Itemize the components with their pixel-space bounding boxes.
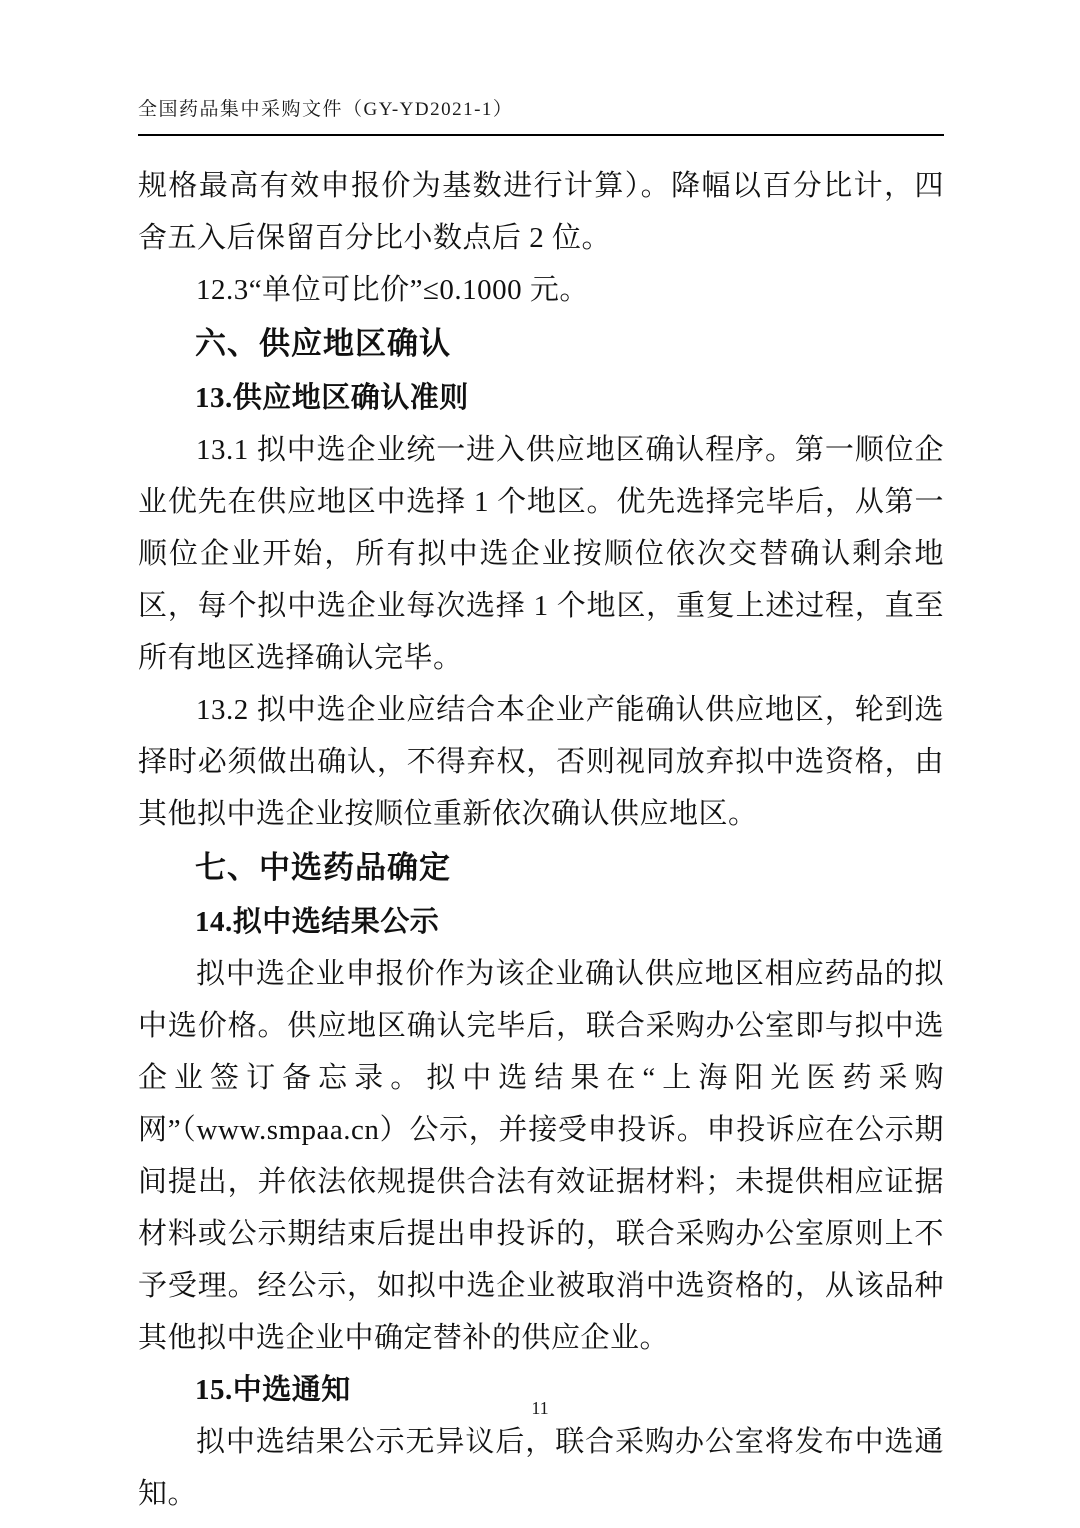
header-rule (138, 134, 944, 136)
page-footer (0, 1398, 1080, 1419)
subsection-heading-13: 13.供应地区确认准则 (195, 382, 469, 414)
paragraph-clause-15: 拟中选结果公示无异议后，联合采购办公室将发布中选通知。 (138, 1426, 944, 1510)
section-heading-6: 六、供应地区确认 (195, 326, 451, 361)
document-content (138, 160, 944, 1520)
paragraph-clause-13-1: 13.1 拟中选企业统一进入供应地区确认程序。第一顺位企业优先在供应地区中选择 1 个地区。优先选择完毕后，从第一顺位企业开始，所有拟中选企业按顺位依次交替确认剩余地区，每个拟中选企业每次选择 1 个地区，重复上述过程，直至所有地区选择确认完毕。 (138, 434, 944, 674)
subsection-heading-15: 15.中选通知 (195, 1374, 351, 1406)
subsection-heading-14: 14.拟中选结果公示 (195, 906, 440, 938)
document-title: 全国药品集中采购文件（GY-YD2021-1） (138, 99, 514, 120)
paragraph-clause-12-3: 12.3“单位可比价”≤0.1000 元。 (196, 274, 589, 306)
paragraph-continuation: 规格最高有效申报价为基数进行计算）。降幅以百分比计，四舍五入后保留百分比小数点后 2 位。 (138, 170, 944, 254)
page-header (138, 94, 944, 136)
section-heading-7: 七、中选药品确定 (195, 850, 451, 885)
paragraph-clause-13-2: 13.2 拟中选企业应结合本企业产能确认供应地区，轮到选择时必须做出确认，不得弃权，否则视同放弃拟中选资格，由其他拟中选企业按顺位重新依次确认供应地区。 (138, 694, 944, 830)
paragraph-clause-14: 拟中选企业申报价作为该企业确认供应地区相应药品的拟中选价格。供应地区确认完毕后，联合采购办公室即与拟中选企业签订备忘录。拟中选结果在“上海阳光医药采购网”（www.smpaa.cn）公示，并接受申投诉。申投诉应在公示期间提出，并依法依规提供合法有效证据材料；未提供相应证据材料或公示期结束后提出申投诉的，联合采购办公室原则上不予受理。经公示，如拟中选企业被取消中选资格的，从该品种其他拟中选企业中确定替补的供应企业。 (138, 958, 944, 1354)
page-number: 11 (531, 1398, 549, 1418)
